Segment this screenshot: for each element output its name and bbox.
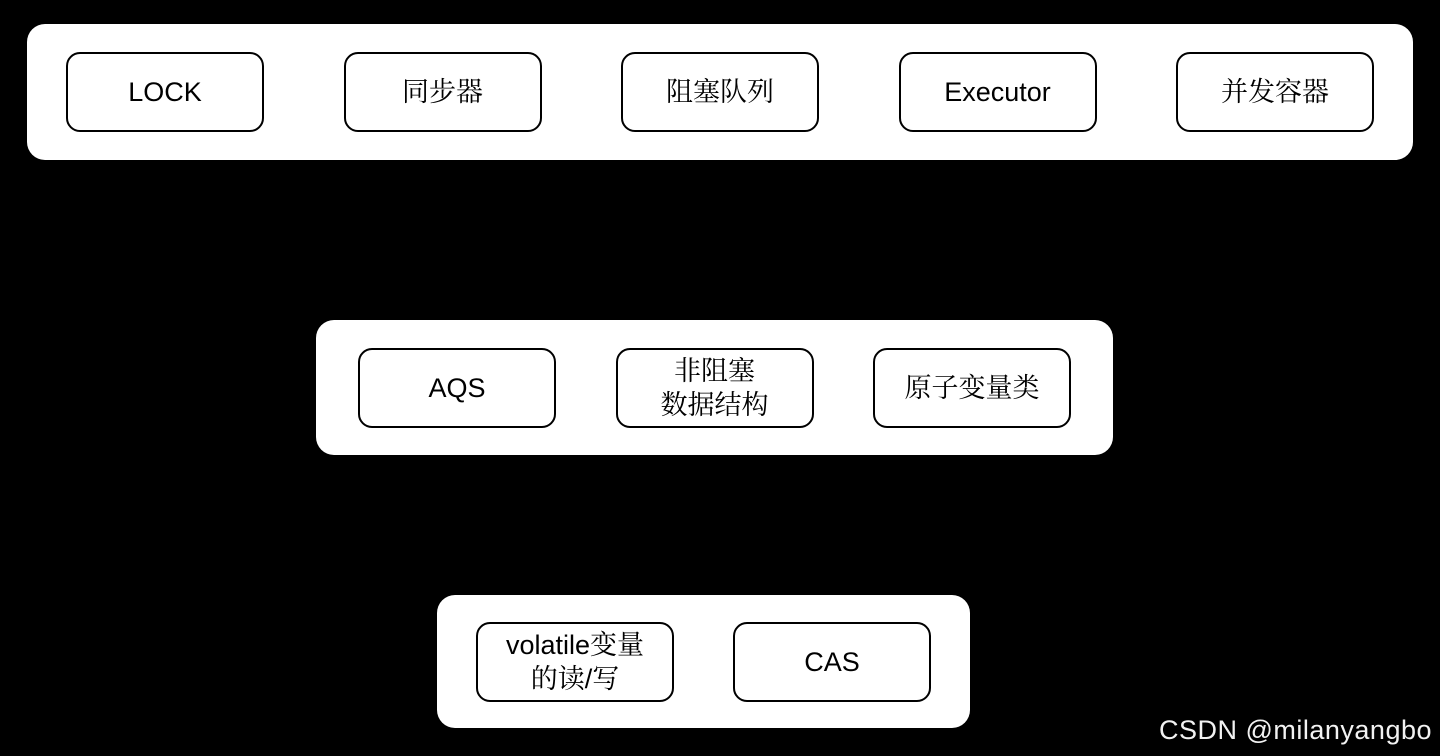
node-synchronizer-label: 同步器 [402, 77, 483, 107]
node-atomic-variable-classes [873, 348, 1071, 428]
node-aqs [358, 348, 556, 428]
node-lock [66, 52, 264, 132]
node-lock-label: LOCK [128, 77, 202, 107]
node-atomic-variable-classes-label: 原子变量类 [904, 372, 1040, 403]
node-concurrent-container-label: 并发容器 [1221, 77, 1329, 107]
node-blocking-queue [621, 52, 819, 132]
node-volatile-read-write [476, 622, 674, 702]
node-synchronizer [344, 52, 542, 132]
node-blocking-queue-label: 阻塞队列 [666, 77, 774, 107]
node-volatile-line1: volatile变量 [505, 629, 645, 660]
node-nonblocking-line1: 非阻塞 [674, 355, 755, 386]
node-volatile-line2: 的读/写 [530, 663, 620, 694]
layer-high-level-tools [27, 24, 1413, 160]
node-cas [733, 622, 931, 702]
layer-mid-level [316, 320, 1113, 455]
node-cas-label: CAS [804, 646, 860, 677]
node-nonblocking-data-structures [616, 348, 814, 428]
watermark: CSDN @milanyangbo [1158, 715, 1432, 745]
node-concurrent-container [1176, 52, 1374, 132]
node-nonblocking-line2: 数据结构 [660, 389, 769, 420]
node-aqs-label: AQS [428, 372, 486, 403]
node-executor [899, 52, 1097, 132]
layer-base-primitives [437, 595, 970, 728]
node-executor-label: Executor [944, 77, 1051, 107]
